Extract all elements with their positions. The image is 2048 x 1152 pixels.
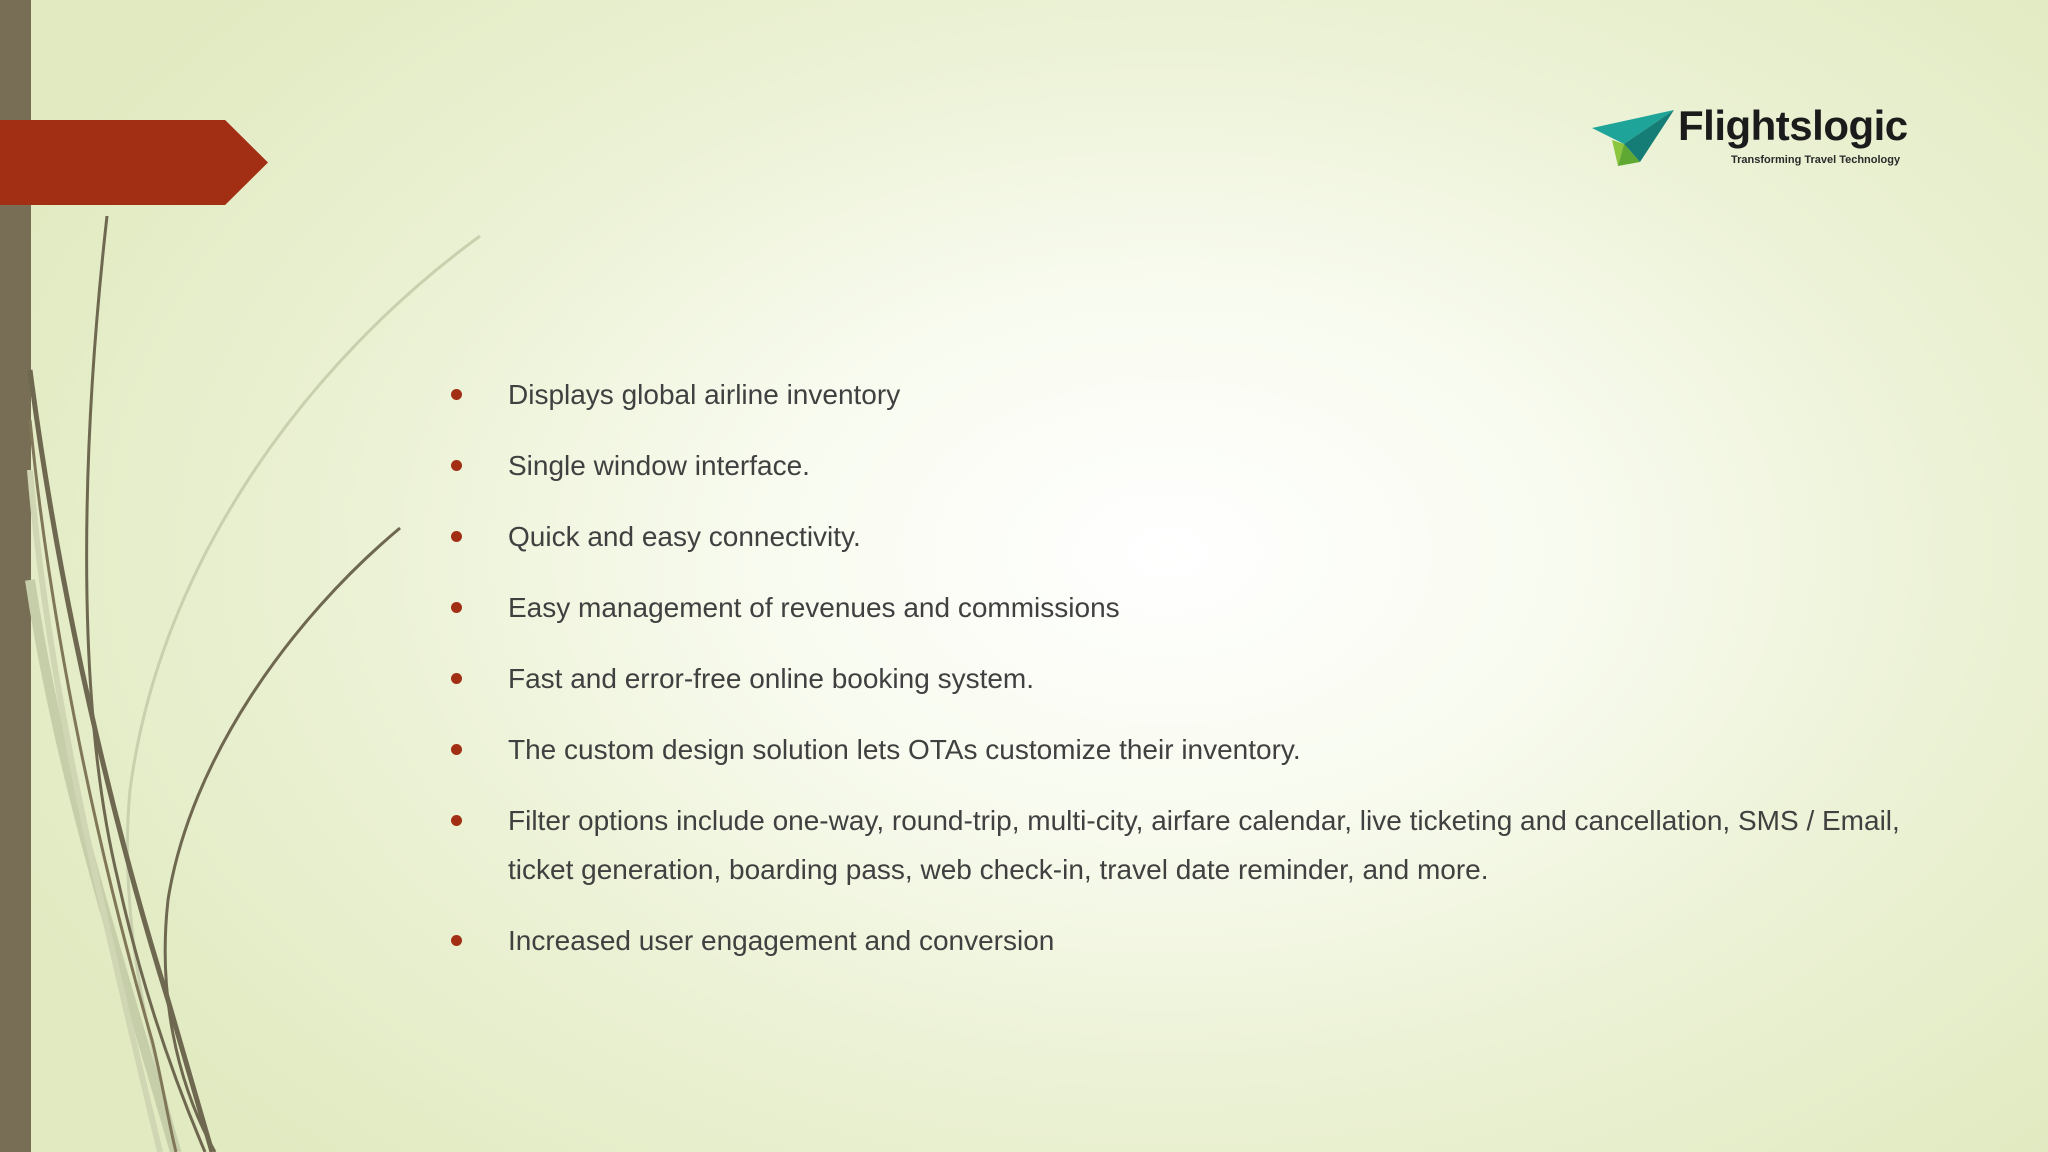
feature-item <box>440 916 1900 965</box>
bullet-dot <box>451 815 462 826</box>
feature-text: Fast and error-free online booking system. <box>508 663 1035 694</box>
feature-text: The custom design solution lets OTAs customize their inventory. <box>508 734 1301 765</box>
feature-text: Easy management of revenues and commissions <box>508 592 1120 623</box>
feature-item <box>440 654 1900 703</box>
bullet-dot <box>451 935 462 946</box>
feature-item <box>440 725 1900 774</box>
feature-item <box>440 583 1900 632</box>
feature-text: Quick and easy connectivity. <box>508 521 861 552</box>
feature-text: Filter options include one-way, round-trip, multi-city, airfare calendar, live ticketing and cancellation, SMS / Email, ticket generation, boarding pass, web check-in, travel date reminder, and more. <box>508 805 1900 885</box>
feature-text: Single window interface. <box>508 450 810 481</box>
bullet-dot <box>451 602 462 613</box>
bullet-dot <box>451 460 462 471</box>
paper-plane-icon <box>1590 106 1674 168</box>
feature-text: Displays global airline inventory <box>508 379 901 410</box>
bullet-dot <box>451 389 462 400</box>
logo-tagline: Transforming Travel Technology <box>1731 154 1901 166</box>
red-arrow-tab <box>0 120 268 205</box>
bullet-dot <box>451 673 462 684</box>
logo-title: Flightslogic <box>1678 102 1908 149</box>
feature-item <box>440 370 1900 419</box>
feature-item <box>440 512 1900 561</box>
bullet-dot <box>451 531 462 542</box>
flightslogic-logo <box>1590 104 1910 174</box>
feature-item <box>440 441 1900 490</box>
feature-item <box>440 796 1900 894</box>
bullet-dot <box>451 744 462 755</box>
feature-list <box>440 370 1900 987</box>
feature-text: Increased user engagement and conversion <box>508 925 1055 956</box>
